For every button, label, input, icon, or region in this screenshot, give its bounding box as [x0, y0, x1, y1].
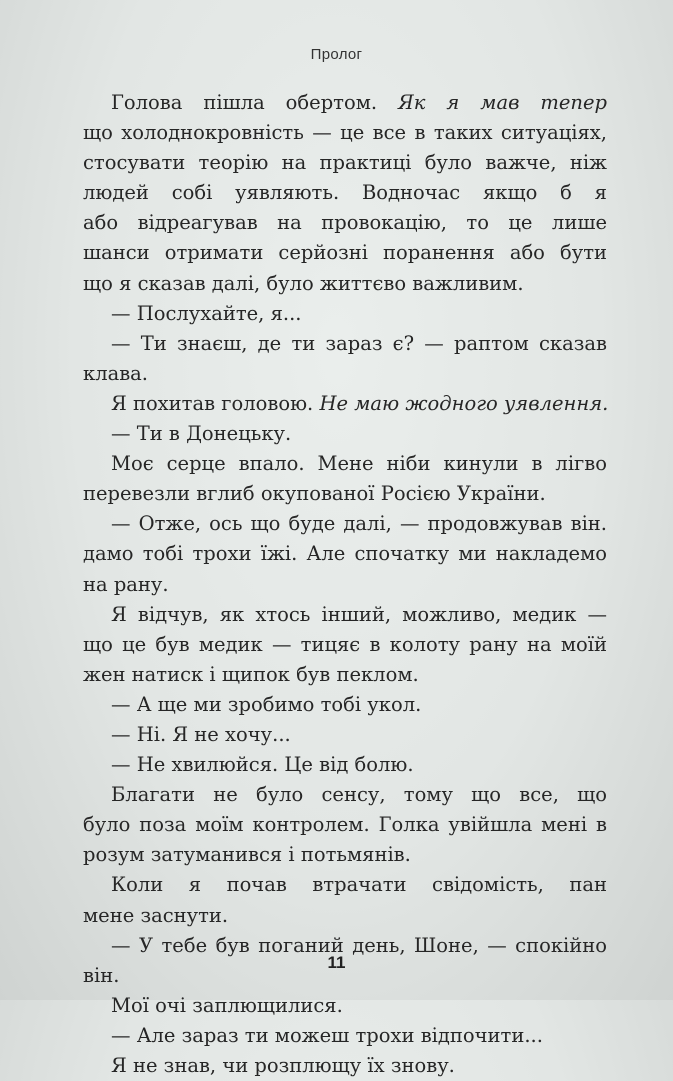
text-segment: або відреагував на провокацію, то це лише [83, 211, 607, 235]
text-line [83, 208, 607, 238]
text-segment: стосувати теорію на практиці було важче, ніж [83, 151, 607, 175]
text-segment: клава. [83, 361, 149, 385]
text-segment: що я сказав далі, було життєво важливим. [83, 271, 524, 295]
text-line [83, 359, 607, 389]
text-segment: він. [83, 963, 120, 987]
text-line [83, 690, 607, 720]
text-segment: що це був медик — тицяє в колоту рану на моїй [83, 632, 607, 656]
text-line [83, 238, 607, 268]
italic-text: Як я мав тепер [398, 91, 607, 114]
text-line [83, 329, 607, 359]
text-segment: — Ти в Донецьку. [111, 422, 292, 446]
text-segment: — У тебе був поганий день, Шоне, — спокійно [111, 933, 607, 957]
text-segment: мене заснути. [83, 903, 229, 927]
text-segment: Моє серце впало. Мене ніби кинули в лігво [111, 452, 607, 476]
text-line [83, 509, 607, 539]
text-line [83, 539, 607, 569]
text-segment: — Але зараз ти можеш трохи відпочити... [111, 1023, 543, 1047]
text-line [83, 178, 607, 208]
text-line [83, 1051, 607, 1081]
text-segment: Мої очі заплющилися. [111, 993, 343, 1017]
text-line [83, 780, 607, 810]
italic-text: Не маю жодного уявлення. [319, 391, 609, 415]
text-line [83, 1021, 607, 1051]
text-line [83, 479, 607, 509]
text-line [83, 630, 607, 660]
running-header: Пролог [310, 46, 363, 63]
text-segment: людей собі уявляють. Водночас якщо б я [83, 181, 607, 205]
text-segment: перевезли вглиб окупованої Росією України. [83, 482, 546, 506]
text-segment: Коли я почав втрачати свідомість, пан [111, 873, 607, 897]
text-segment: — Ти знаєш, де ти зараз є? — раптом сказав [111, 331, 607, 355]
page-number: 11 [327, 953, 346, 972]
text-line [83, 88, 607, 118]
text-line [83, 449, 607, 479]
body-text [83, 88, 607, 1081]
text-line [83, 720, 607, 750]
text-line [83, 389, 607, 419]
text-segment: розум затуманився і потьмянів. [83, 843, 411, 867]
text-segment: Голова пішла обертом. [111, 91, 399, 114]
text-line [83, 419, 607, 449]
text-line [83, 660, 607, 690]
text-segment: — Отже, ось що буде далі, — продовжував він. [111, 512, 607, 536]
text-segment: шанси отримати серйозні поранення або бути [83, 241, 607, 265]
text-line [83, 269, 607, 299]
text-line [83, 600, 607, 630]
text-segment: Я відчув, як хтось інший, можливо, медик — [111, 602, 607, 626]
text-segment: Я не знав, чи розплющу їх знову. [111, 1054, 455, 1077]
text-segment: Я похитав головою. [111, 391, 320, 415]
text-line [83, 570, 607, 600]
text-segment: було поза моїм контролем. Голка увійшла мені в [83, 813, 607, 837]
text-segment: — Послухайте, я... [111, 301, 302, 325]
text-line [83, 840, 607, 870]
text-segment: жен натиск і щипок був пеклом. [83, 662, 419, 686]
text-segment: що холоднокровність — це все в таких ситуаціях, [83, 121, 607, 145]
text-segment: — А ще ми зробимо тобі укол. [111, 692, 422, 716]
text-segment: дамо тобі трохи їжі. Але спочатку ми накладемо [83, 542, 607, 566]
text-line [83, 810, 607, 840]
text-line [83, 118, 607, 148]
text-segment: — Не хвилюйся. Це від болю. [111, 753, 414, 777]
text-line [83, 148, 607, 178]
text-line [83, 299, 607, 329]
text-line [83, 901, 607, 931]
text-line [83, 750, 607, 780]
text-segment: на рану. [83, 572, 169, 596]
text-segment: Благати не було сенсу, тому що все, що [111, 783, 607, 807]
text-segment: — Ні. Я не хочу... [111, 722, 291, 746]
text-line [83, 870, 607, 900]
text-line [83, 991, 607, 1021]
